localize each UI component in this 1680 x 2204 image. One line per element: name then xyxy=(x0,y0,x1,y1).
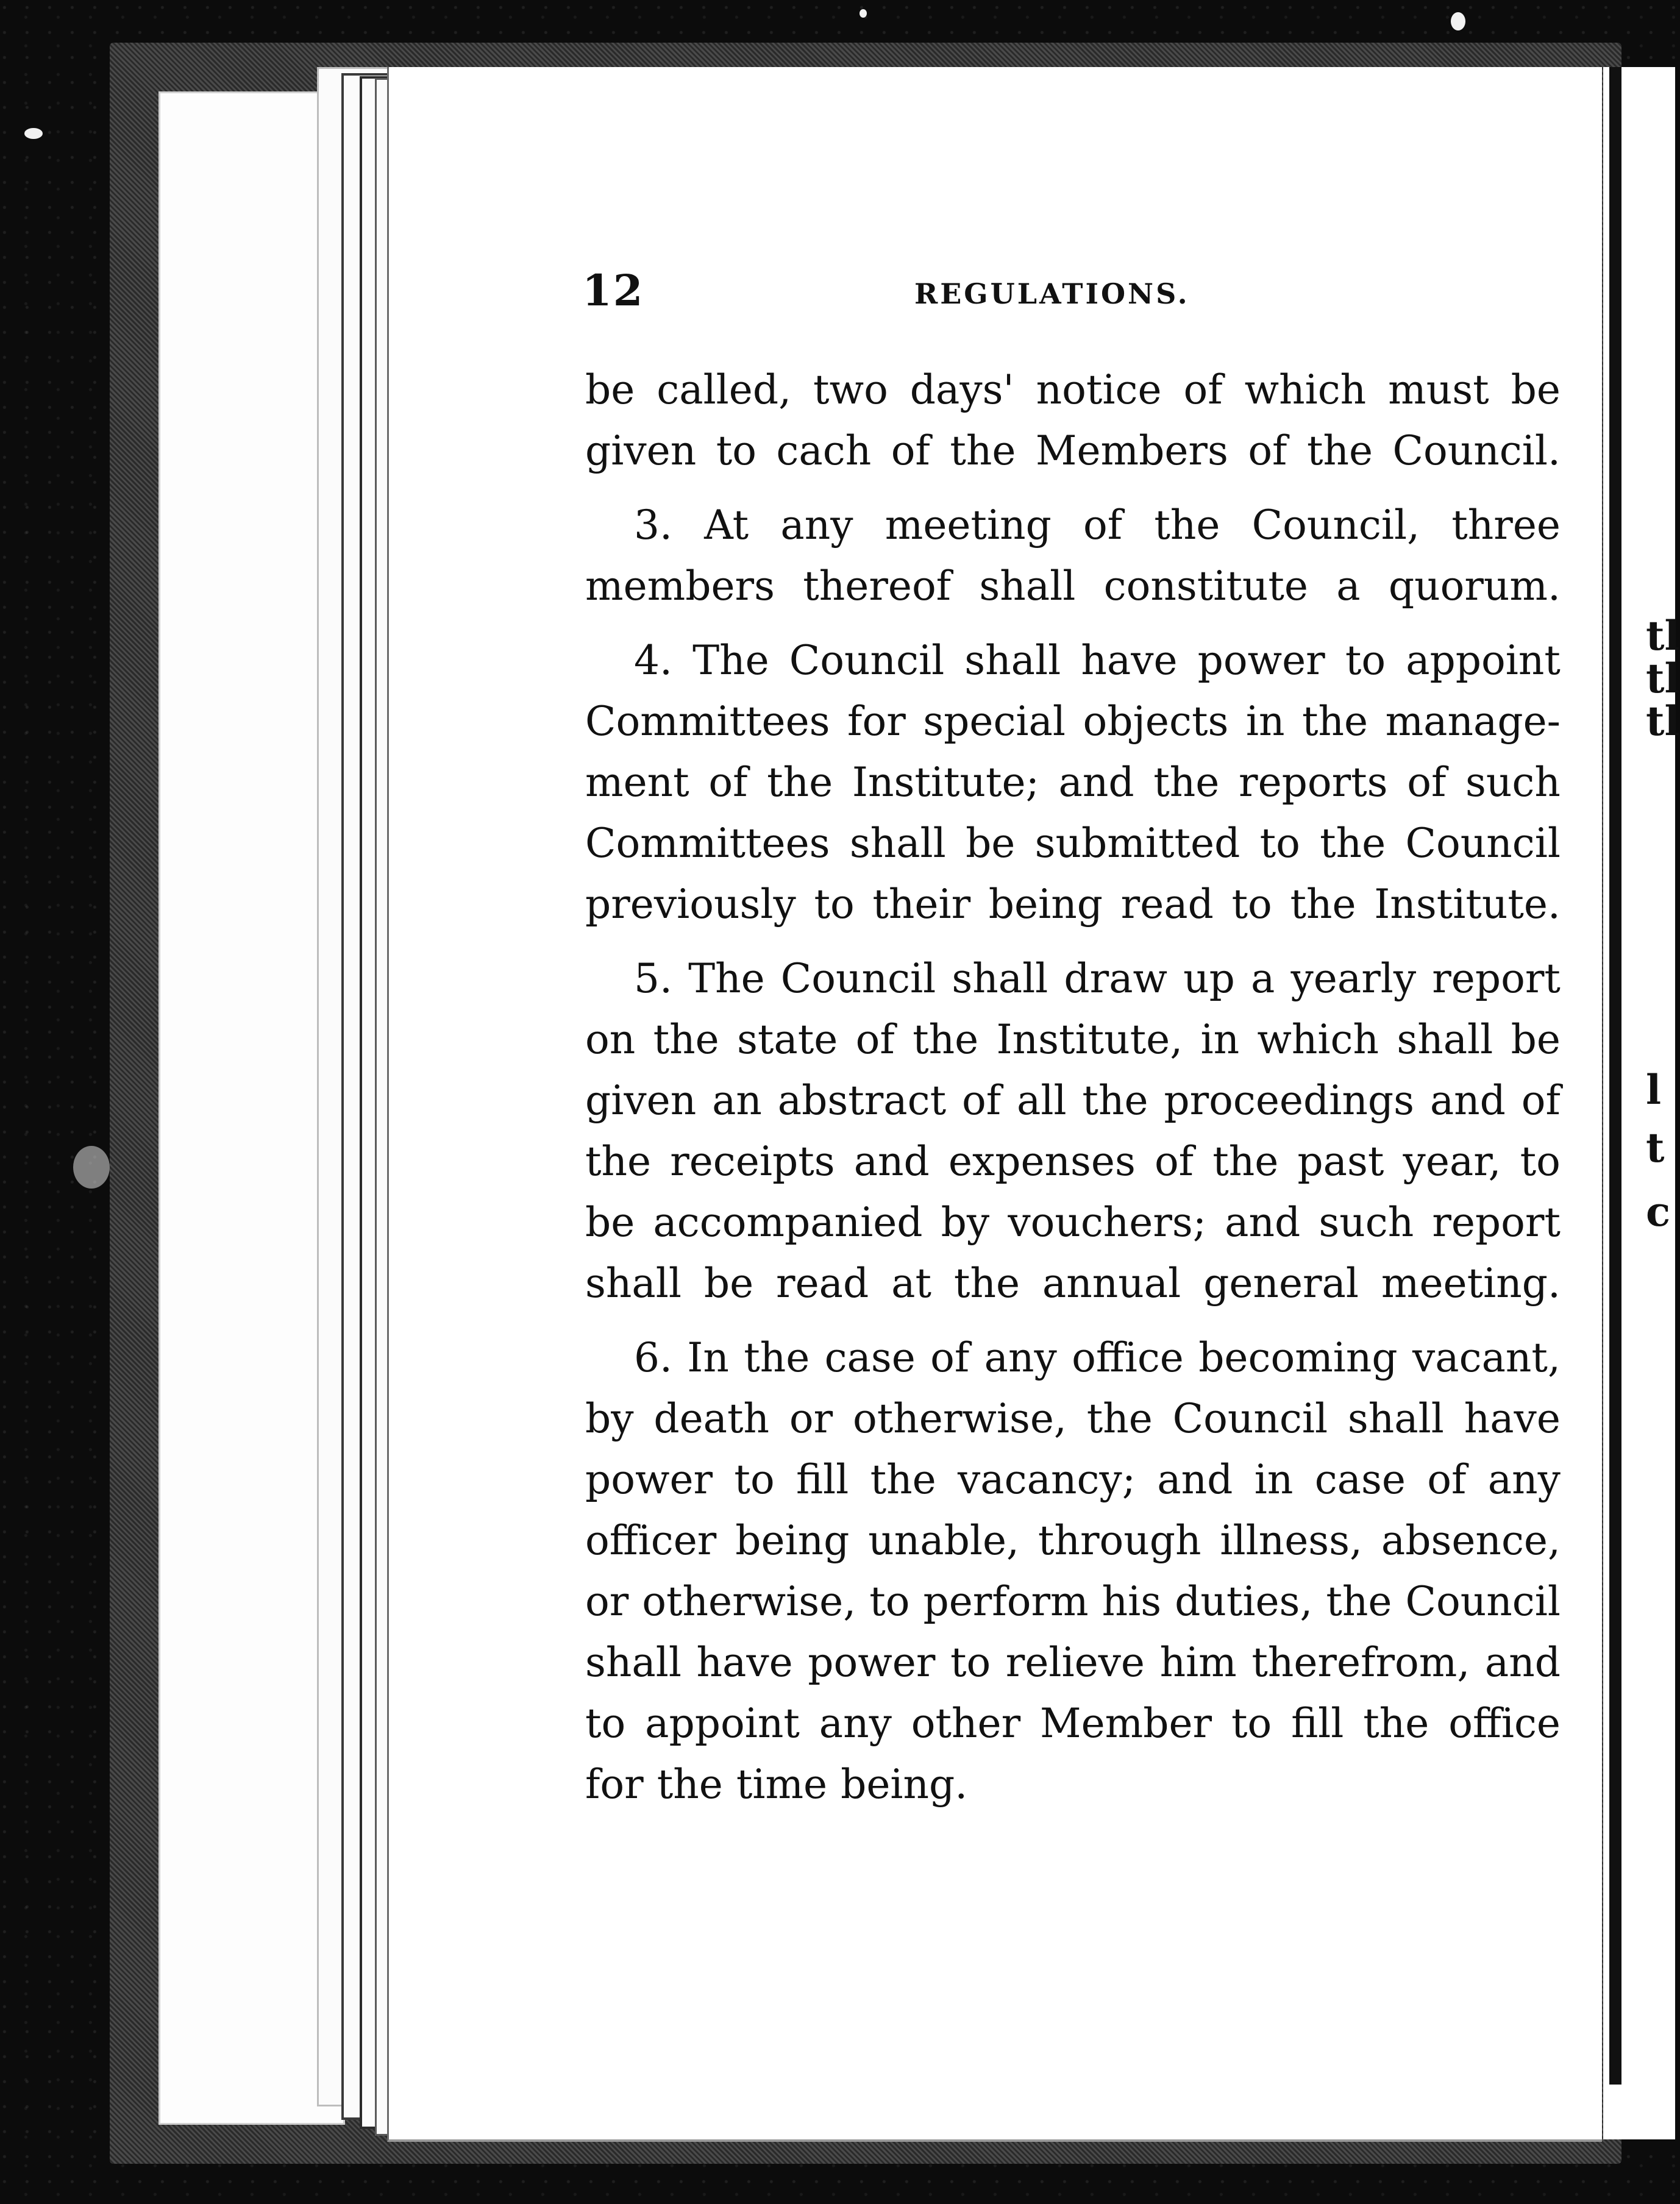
word: illness, xyxy=(1220,1517,1363,1564)
text-line xyxy=(585,874,1561,935)
word: have xyxy=(696,1639,793,1686)
word: the xyxy=(950,427,1016,474)
word: given xyxy=(585,1077,697,1124)
word: have xyxy=(1464,1395,1561,1442)
word: the xyxy=(1212,1138,1279,1185)
word: otherwise, xyxy=(853,1395,1067,1442)
text-line xyxy=(585,1131,1561,1192)
dust-speck xyxy=(24,128,43,139)
word: Council xyxy=(1172,1395,1328,1442)
word: such xyxy=(1319,1199,1414,1246)
dust-speck xyxy=(73,1146,110,1189)
paragraph-gap xyxy=(585,1314,1561,1328)
word: 5. xyxy=(634,955,672,1002)
word: cach xyxy=(776,427,872,474)
word: shall xyxy=(585,1260,682,1307)
word: relieve xyxy=(1005,1639,1145,1686)
word: of xyxy=(961,1077,1002,1124)
text-line xyxy=(585,1253,1561,1314)
word: reports xyxy=(1239,759,1388,806)
facing-page-fragment: tl xyxy=(1646,697,1680,745)
body-text xyxy=(585,360,1561,1815)
word: be xyxy=(703,1260,754,1307)
word: read xyxy=(776,1260,869,1307)
word: and xyxy=(1484,1639,1561,1686)
word: of xyxy=(1407,759,1447,806)
word: submitted xyxy=(1034,820,1240,867)
word: expenses xyxy=(948,1138,1136,1185)
word: the xyxy=(1154,502,1220,549)
word: power xyxy=(585,1456,713,1503)
facing-page-fragment: c xyxy=(1646,1188,1671,1235)
word: the xyxy=(767,759,833,806)
word: the xyxy=(1306,427,1373,474)
word: of xyxy=(1083,502,1123,549)
word: of xyxy=(930,1334,970,1381)
word: for xyxy=(847,698,906,745)
word: be xyxy=(1511,366,1561,413)
text-line xyxy=(585,1388,1561,1449)
word: the xyxy=(1320,820,1386,867)
text-line xyxy=(585,421,1561,482)
word: shall xyxy=(585,1639,682,1686)
word: manage- xyxy=(1385,698,1561,745)
paragraph-gap xyxy=(585,935,1561,948)
word: the xyxy=(1082,1077,1148,1124)
word: up xyxy=(1183,955,1235,1002)
word: shall xyxy=(1347,1395,1444,1442)
word: state xyxy=(736,1016,838,1063)
word: 4. xyxy=(634,637,672,684)
word: the xyxy=(657,1761,723,1808)
word: and xyxy=(1429,1077,1506,1124)
word: abstract xyxy=(777,1077,947,1124)
word: shall xyxy=(1397,1016,1493,1063)
word: Council xyxy=(789,637,945,684)
facing-page-fragment: t xyxy=(1646,1124,1665,1171)
text-line xyxy=(585,360,1561,421)
word: Institute. xyxy=(1374,881,1561,928)
word: objects xyxy=(1083,698,1229,745)
word: vouchers; xyxy=(1008,1199,1207,1246)
text-line xyxy=(585,1009,1561,1070)
word: to xyxy=(1231,881,1272,928)
word: to xyxy=(950,1639,991,1686)
word: any xyxy=(780,502,853,549)
word: all xyxy=(1017,1077,1067,1124)
word: on xyxy=(585,1016,636,1063)
word: and xyxy=(1058,759,1134,806)
word: year, xyxy=(1403,1138,1501,1185)
word: the xyxy=(953,1260,1020,1307)
word: constitute xyxy=(1103,563,1308,610)
word: Committees xyxy=(585,820,830,867)
word: 6. xyxy=(634,1334,672,1381)
word: The xyxy=(688,955,765,1002)
word: of xyxy=(855,1016,895,1063)
word: unable, xyxy=(868,1517,1020,1564)
word: annual xyxy=(1042,1260,1181,1307)
word: to xyxy=(734,1456,775,1503)
word: proceedings xyxy=(1164,1077,1414,1124)
page-number: 12 xyxy=(582,265,644,316)
word: of xyxy=(1183,366,1223,413)
word: In xyxy=(687,1334,729,1381)
word: Committees xyxy=(585,698,830,745)
word: for xyxy=(585,1761,644,1808)
word: the xyxy=(1301,698,1369,745)
paragraph xyxy=(585,360,1561,482)
word: of xyxy=(708,759,748,806)
word: shall xyxy=(964,637,1061,684)
word: and xyxy=(1157,1456,1233,1503)
word: the xyxy=(870,1456,936,1503)
word: appoint xyxy=(1406,637,1561,684)
word: his xyxy=(1102,1578,1162,1625)
word: any xyxy=(819,1700,892,1747)
word: the xyxy=(1326,1578,1392,1625)
word: Council xyxy=(1405,1578,1561,1625)
book-gutter xyxy=(1609,67,1621,2085)
facing-page-fragment: tl xyxy=(1646,655,1680,702)
word: of xyxy=(891,427,930,474)
word: to xyxy=(869,1578,910,1625)
word: the xyxy=(1086,1395,1153,1442)
word: case xyxy=(824,1334,916,1381)
word: members xyxy=(585,563,775,610)
word: any xyxy=(984,1334,1057,1381)
word: such xyxy=(1465,759,1561,806)
word: to xyxy=(716,427,756,474)
text-line xyxy=(585,691,1561,752)
word: power xyxy=(1197,637,1325,684)
word: be xyxy=(585,366,635,413)
word: time xyxy=(736,1761,828,1808)
word: the xyxy=(744,1334,810,1381)
word: or xyxy=(789,1395,833,1442)
running-title: REGULATIONS. xyxy=(914,277,1190,310)
word: by xyxy=(585,1395,634,1442)
word: have xyxy=(1081,637,1178,684)
word: their xyxy=(872,881,971,928)
word: The xyxy=(692,637,769,684)
word: ment xyxy=(585,759,689,806)
word: quorum. xyxy=(1388,563,1561,610)
word: appoint xyxy=(645,1700,800,1747)
word: in xyxy=(1200,1016,1240,1063)
word: past xyxy=(1297,1138,1384,1185)
word: Institute; xyxy=(852,759,1039,806)
word: by xyxy=(941,1199,990,1246)
word: the xyxy=(1153,759,1220,806)
word: accompanied xyxy=(653,1199,923,1246)
word: the xyxy=(1363,1700,1429,1747)
word: Council xyxy=(1405,820,1561,867)
word: shall xyxy=(952,955,1048,1002)
text-line xyxy=(585,1693,1561,1754)
word: in xyxy=(1254,1456,1294,1503)
word: vacancy; xyxy=(958,1456,1136,1503)
word: notice xyxy=(1036,366,1162,413)
word: and xyxy=(1225,1199,1301,1246)
text-line xyxy=(585,752,1561,813)
paragraph-gap xyxy=(585,482,1561,495)
word: 3. xyxy=(634,502,672,549)
text-line xyxy=(585,813,1561,874)
text-line xyxy=(585,1632,1561,1693)
word: Council xyxy=(780,955,936,1002)
word: vacant, xyxy=(1412,1334,1561,1381)
word: to xyxy=(1259,820,1300,867)
paragraph xyxy=(585,495,1561,617)
word: be xyxy=(1511,1016,1561,1063)
word: receipts xyxy=(670,1138,835,1185)
paragraph xyxy=(585,1328,1561,1815)
word: duties, xyxy=(1175,1578,1313,1625)
word: office xyxy=(1072,1334,1184,1381)
word: meeting xyxy=(884,502,1052,549)
word: an xyxy=(712,1077,762,1124)
word: which xyxy=(1257,1016,1379,1063)
word: other xyxy=(911,1700,1021,1747)
dust-speck xyxy=(1451,12,1465,30)
paragraph xyxy=(585,948,1561,1314)
word: the xyxy=(653,1016,719,1063)
word: days' xyxy=(909,366,1014,413)
text-line xyxy=(585,1571,1561,1632)
text-line xyxy=(585,630,1561,691)
word: thereof xyxy=(803,563,952,610)
word: general xyxy=(1203,1260,1359,1307)
text-line xyxy=(585,556,1561,617)
word: a xyxy=(1336,563,1361,610)
word: draw xyxy=(1064,955,1168,1002)
word: the xyxy=(1290,881,1356,928)
word: otherwise, xyxy=(642,1578,856,1625)
dust-speck xyxy=(860,9,867,18)
paragraph xyxy=(585,630,1561,935)
word: to xyxy=(1345,637,1386,684)
word: previously xyxy=(585,881,796,928)
word: becoming xyxy=(1198,1334,1398,1381)
word: him xyxy=(1159,1639,1237,1686)
text-line xyxy=(585,948,1561,1009)
word: Council, xyxy=(1251,502,1420,549)
word: read xyxy=(1120,881,1214,928)
word: given xyxy=(585,427,697,474)
word: shall xyxy=(979,563,1076,610)
word: power xyxy=(808,1639,936,1686)
word: at xyxy=(891,1260,932,1307)
facing-page-fragment: l xyxy=(1646,1066,1662,1114)
word: Member xyxy=(1040,1700,1212,1747)
word: and xyxy=(853,1138,930,1185)
word: in xyxy=(1245,698,1285,745)
text-line xyxy=(585,495,1561,556)
word: to xyxy=(814,881,855,928)
word: office xyxy=(1448,1700,1561,1747)
word: of xyxy=(1521,1077,1561,1124)
word: fill xyxy=(1291,1700,1344,1747)
text-line xyxy=(585,1070,1561,1131)
word: special xyxy=(923,698,1066,745)
word: report xyxy=(1432,955,1561,1002)
word: through xyxy=(1038,1517,1201,1564)
word: of xyxy=(1248,427,1287,474)
word: yearly xyxy=(1290,955,1417,1002)
word: or xyxy=(585,1578,629,1625)
word: three xyxy=(1451,502,1561,549)
word: to xyxy=(1231,1700,1272,1747)
word: therefrom, xyxy=(1251,1639,1470,1686)
word: called, xyxy=(657,366,792,413)
word: must xyxy=(1388,366,1489,413)
paragraph-gap xyxy=(585,617,1561,630)
facing-page-fragment: tl xyxy=(1646,612,1680,659)
word: Council. xyxy=(1392,427,1561,474)
word: Institute, xyxy=(996,1016,1183,1063)
word: At xyxy=(704,502,749,549)
text-line xyxy=(585,1192,1561,1253)
word: report xyxy=(1432,1199,1561,1246)
word: Members xyxy=(1035,427,1228,474)
word: of xyxy=(1427,1456,1467,1503)
word: meeting. xyxy=(1381,1260,1561,1307)
word: a xyxy=(1251,955,1275,1002)
text-line xyxy=(585,1754,1561,1815)
word: to xyxy=(585,1700,626,1747)
word: perform xyxy=(923,1578,1089,1625)
word: any xyxy=(1487,1456,1561,1503)
word: being xyxy=(735,1517,850,1564)
word: of xyxy=(1154,1138,1194,1185)
word: be xyxy=(585,1199,635,1246)
word: two xyxy=(813,366,888,413)
word: to xyxy=(1520,1138,1561,1185)
text-line xyxy=(585,1510,1561,1571)
word: which xyxy=(1244,366,1367,413)
word: officer xyxy=(585,1517,717,1564)
word: the xyxy=(585,1138,652,1185)
word: being xyxy=(988,881,1103,928)
word: fill xyxy=(796,1456,849,1503)
word: being. xyxy=(841,1761,968,1808)
text-line xyxy=(585,1449,1561,1510)
text-line xyxy=(585,1328,1561,1388)
word: shall xyxy=(849,820,946,867)
word: the xyxy=(913,1016,979,1063)
word: absence, xyxy=(1381,1517,1561,1564)
word: case xyxy=(1314,1456,1406,1503)
word: death xyxy=(653,1395,770,1442)
word: be xyxy=(966,820,1016,867)
running-head xyxy=(582,265,1557,320)
